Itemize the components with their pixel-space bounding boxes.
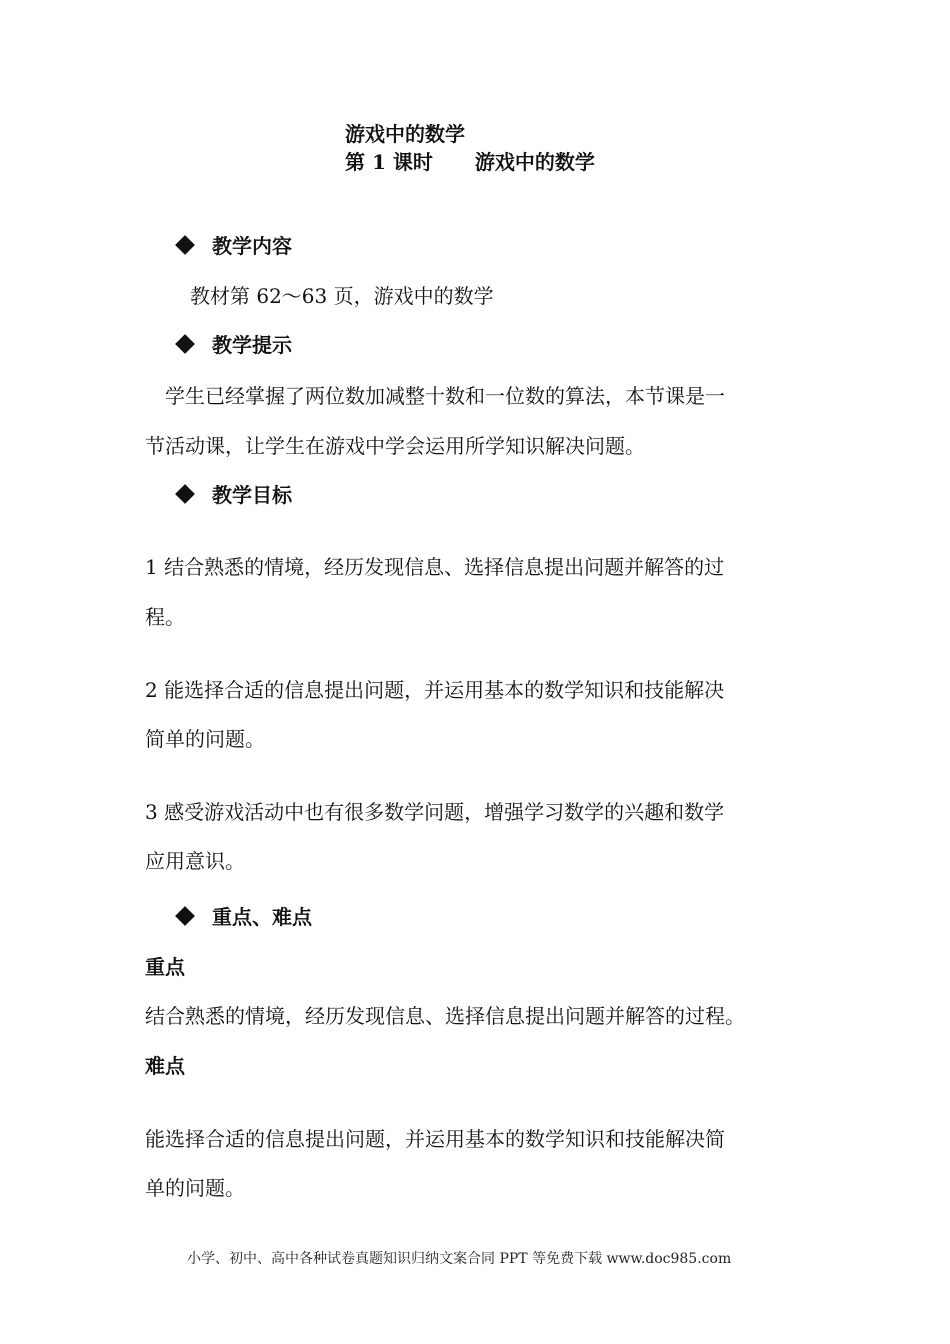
tips-line-2: 节活动课，让学生在游戏中学会运用所学知识解决问题。 bbox=[145, 434, 645, 458]
section-heading-label: 重点、难点 bbox=[212, 905, 312, 929]
footer-text: 小学、初中、高中各种试卷真题知识归纳文案合同 PPT 等免费下载 www.doc985.com bbox=[187, 1251, 732, 1267]
section-heading-key-points bbox=[178, 901, 312, 930]
section-heading-label: 教学内容 bbox=[212, 234, 292, 258]
diamond-bullet-icon bbox=[175, 235, 195, 255]
difficult-line-2: 单的问题。 bbox=[145, 1176, 245, 1200]
key-label: 重点 bbox=[145, 955, 185, 979]
section-heading-label: 教学提示 bbox=[212, 333, 292, 357]
doc-title: 游戏中的数学 bbox=[345, 122, 465, 146]
diamond-bullet-icon bbox=[175, 906, 195, 926]
difficult-label: 难点 bbox=[145, 1054, 185, 1078]
lesson-heading bbox=[345, 146, 595, 175]
lesson-title: 游戏中的数学 bbox=[474, 150, 595, 174]
difficult-line-1: 能选择合适的信息提出问题，并运用基本的数学知识和技能解决简 bbox=[145, 1127, 725, 1151]
goal-1-line-1: 1 结合熟悉的情境，经历发现信息、选择信息提出问题并解答的过 bbox=[145, 555, 725, 579]
diamond-bullet-icon bbox=[175, 484, 195, 504]
goal-2-line-2: 简单的问题。 bbox=[145, 727, 265, 751]
goal-3-line-1: 3 感受游戏活动中也有很多数学问题，增强学习数学的兴趣和数学 bbox=[145, 800, 725, 824]
lesson-label: 第 1 课时 bbox=[345, 150, 433, 174]
goal-2-line-1: 2 能选择合适的信息提出问题，并运用基本的数学知识和技能解决 bbox=[145, 678, 725, 702]
tips-line-1: 学生已经掌握了两位数加减整十数和一位数的算法，本节课是一 bbox=[165, 384, 725, 408]
section-heading-label: 教学目标 bbox=[212, 483, 292, 507]
section-heading-content bbox=[178, 230, 292, 259]
goal-3-line-2: 应用意识。 bbox=[145, 849, 245, 873]
section-heading-goals bbox=[178, 479, 292, 508]
key-text: 结合熟悉的情境，经历发现信息、选择信息提出问题并解答的过程。 bbox=[145, 1004, 745, 1028]
diamond-bullet-icon bbox=[175, 334, 195, 354]
content-text: 教材第 62～63 页，游戏中的数学 bbox=[190, 284, 494, 308]
section-heading-tips bbox=[178, 329, 292, 358]
goal-1-line-2: 程。 bbox=[145, 605, 185, 629]
